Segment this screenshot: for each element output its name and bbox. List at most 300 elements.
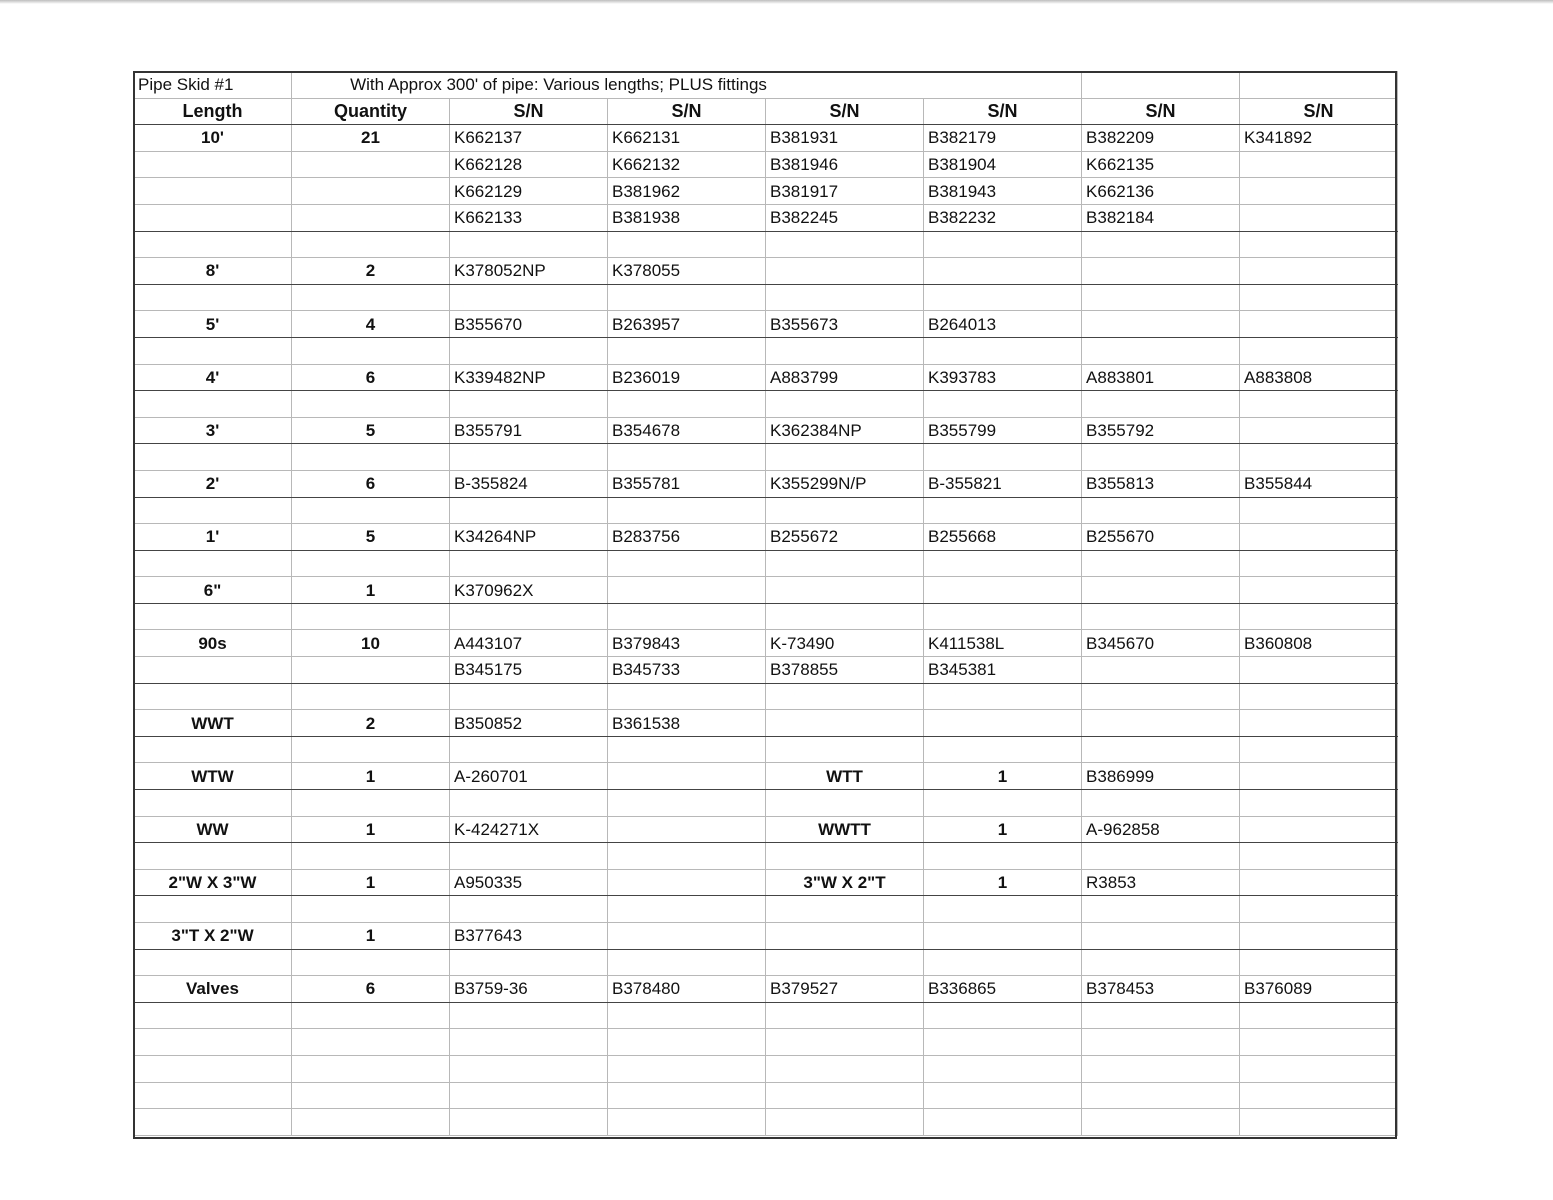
serial-number-cell	[766, 577, 924, 604]
serial-number-cell: B255672	[766, 524, 924, 551]
length-cell	[134, 151, 292, 178]
serial-number-cell	[450, 949, 608, 976]
table-row	[134, 178, 1398, 205]
length-cell	[134, 949, 292, 976]
serial-number-cell	[450, 337, 608, 364]
serial-number-cell	[450, 497, 608, 524]
length-cell: 3"T X 2"W	[134, 923, 292, 950]
serial-number-cell: K370962X	[450, 577, 608, 604]
quantity-cell: 1	[292, 763, 450, 790]
serial-number-cell	[608, 391, 766, 418]
serial-number-cell: B236019	[608, 364, 766, 391]
serial-number-cell: B354678	[608, 417, 766, 444]
table-row	[134, 497, 1398, 524]
quantity-cell: 1	[292, 577, 450, 604]
serial-number-cell	[450, 603, 608, 630]
quantity-cell	[292, 1029, 450, 1056]
length-cell: 2'	[134, 470, 292, 497]
serial-number-cell: K378055	[608, 258, 766, 285]
serial-number-cell	[1082, 284, 1240, 311]
quantity-cell	[292, 1002, 450, 1029]
serial-number-cell: B376089	[1240, 976, 1398, 1003]
serial-number-cell	[924, 603, 1082, 630]
quantity-cell: 5	[292, 524, 450, 551]
table-row	[134, 1029, 1398, 1056]
quantity-cell	[292, 949, 450, 976]
title-blank-cell	[1240, 72, 1398, 99]
serial-number-cell	[1082, 1029, 1240, 1056]
serial-number-cell	[1082, 657, 1240, 684]
length-cell	[134, 683, 292, 710]
serial-number-cell	[1240, 258, 1398, 285]
serial-number-cell	[1240, 1029, 1398, 1056]
table-row	[134, 1082, 1398, 1109]
quantity-cell: 1	[292, 869, 450, 896]
fitting-label-cell: WTT	[766, 763, 924, 790]
table-row	[134, 1109, 1398, 1136]
serial-number-cell	[608, 683, 766, 710]
table-row	[134, 258, 1398, 285]
length-cell	[134, 337, 292, 364]
quantity-cell	[292, 391, 450, 418]
length-cell	[134, 444, 292, 471]
quantity-cell: 5	[292, 417, 450, 444]
skid-title: Pipe Skid #1	[134, 72, 292, 99]
serial-number-cell	[1082, 1055, 1240, 1082]
serial-number-cell	[1082, 577, 1240, 604]
serial-number-cell	[766, 603, 924, 630]
table-row	[134, 949, 1398, 976]
serial-number-cell: A883808	[1240, 364, 1398, 391]
length-cell	[134, 1029, 292, 1056]
table-row	[134, 843, 1398, 870]
serial-number-cell	[766, 790, 924, 817]
table-row	[134, 550, 1398, 577]
table-row	[134, 816, 1398, 843]
serial-number-cell	[1240, 550, 1398, 577]
serial-number-cell	[1240, 417, 1398, 444]
serial-number-cell	[1240, 204, 1398, 231]
serial-number-cell	[1240, 869, 1398, 896]
quantity-cell	[292, 736, 450, 763]
serial-number-cell: K-73490	[766, 630, 924, 657]
serial-number-cell	[1082, 550, 1240, 577]
serial-number-cell	[1082, 231, 1240, 258]
length-cell	[134, 497, 292, 524]
length-cell: WW	[134, 816, 292, 843]
header-row	[134, 98, 1398, 125]
serial-number-cell: B355813	[1082, 470, 1240, 497]
fitting-label-cell: 3"W X 2"T	[766, 869, 924, 896]
quantity-cell	[292, 231, 450, 258]
serial-number-cell: K662135	[1082, 151, 1240, 178]
serial-number-cell: A-962858	[1082, 816, 1240, 843]
serial-number-cell: B382232	[924, 204, 1082, 231]
serial-number-cell	[1240, 151, 1398, 178]
serial-number-cell	[1240, 790, 1398, 817]
header-sn: S/N	[924, 98, 1082, 125]
serial-number-cell	[766, 949, 924, 976]
length-cell	[134, 790, 292, 817]
length-cell	[134, 1082, 292, 1109]
serial-number-cell	[924, 577, 1082, 604]
serial-number-cell: B336865	[924, 976, 1082, 1003]
table-row	[134, 577, 1398, 604]
serial-number-cell	[1240, 178, 1398, 205]
table-row	[134, 1002, 1398, 1029]
length-cell: 1'	[134, 524, 292, 551]
serial-number-cell	[766, 1029, 924, 1056]
serial-number-cell	[1082, 258, 1240, 285]
serial-number-cell	[1240, 337, 1398, 364]
serial-number-cell: K662136	[1082, 178, 1240, 205]
serial-number-cell	[1082, 497, 1240, 524]
serial-number-cell	[766, 284, 924, 311]
serial-number-cell: B355670	[450, 311, 608, 338]
quantity-cell: 6	[292, 364, 450, 391]
serial-number-cell: B379843	[608, 630, 766, 657]
quantity-cell: 2	[292, 258, 450, 285]
length-cell: 6"	[134, 577, 292, 604]
quantity-cell	[292, 337, 450, 364]
serial-number-cell	[1082, 710, 1240, 737]
serial-number-cell	[1082, 1082, 1240, 1109]
length-cell: Valves	[134, 976, 292, 1003]
quantity-cell	[292, 683, 450, 710]
length-cell	[134, 391, 292, 418]
serial-number-cell: K662131	[608, 125, 766, 152]
serial-number-cell: B264013	[924, 311, 1082, 338]
title-row	[134, 72, 1398, 99]
serial-number-cell	[450, 550, 608, 577]
table-row	[134, 391, 1398, 418]
serial-number-cell	[766, 1082, 924, 1109]
skid-description: With Approx 300' of pipe: Various lengths; PLUS fittings	[292, 72, 1082, 99]
serial-number-cell	[766, 1109, 924, 1136]
serial-number-cell: B283756	[608, 524, 766, 551]
serial-number-cell: B381931	[766, 125, 924, 152]
serial-number-cell	[608, 1002, 766, 1029]
quantity-cell: 6	[292, 470, 450, 497]
header-sn: S/N	[1240, 98, 1398, 125]
serial-number-cell: B350852	[450, 710, 608, 737]
serial-number-cell	[608, 1029, 766, 1056]
table-row	[134, 311, 1398, 338]
table-row	[134, 125, 1398, 152]
serial-number-cell	[608, 949, 766, 976]
table-row	[134, 1055, 1398, 1082]
serial-number-cell	[924, 710, 1082, 737]
serial-number-cell	[1082, 603, 1240, 630]
serial-number-cell	[766, 710, 924, 737]
serial-number-cell	[450, 843, 608, 870]
table-row	[134, 151, 1398, 178]
quantity-cell	[292, 151, 450, 178]
table-row	[134, 869, 1398, 896]
serial-number-cell	[608, 843, 766, 870]
title-blank-cell	[1082, 72, 1240, 99]
serial-number-cell	[1082, 683, 1240, 710]
length-cell	[134, 1002, 292, 1029]
serial-number-cell	[1082, 843, 1240, 870]
serial-number-cell	[608, 1055, 766, 1082]
serial-number-cell: B355791	[450, 417, 608, 444]
quantity-cell	[292, 896, 450, 923]
length-cell	[134, 178, 292, 205]
serial-number-cell: B-355824	[450, 470, 608, 497]
header-sn: S/N	[608, 98, 766, 125]
quantity-cell	[292, 843, 450, 870]
quantity-cell: 1	[924, 763, 1082, 790]
serial-number-cell	[766, 923, 924, 950]
serial-number-cell	[924, 1109, 1082, 1136]
serial-number-cell: B361538	[608, 710, 766, 737]
serial-number-cell	[1082, 1109, 1240, 1136]
serial-number-cell	[450, 790, 608, 817]
serial-number-cell	[1240, 1082, 1398, 1109]
serial-number-cell	[924, 736, 1082, 763]
serial-number-cell	[450, 683, 608, 710]
quantity-cell: 21	[292, 125, 450, 152]
serial-number-cell	[1082, 896, 1240, 923]
serial-number-cell	[924, 790, 1082, 817]
serial-number-cell: A443107	[450, 630, 608, 657]
length-cell	[134, 1055, 292, 1082]
quantity-cell	[292, 550, 450, 577]
serial-number-cell	[766, 497, 924, 524]
table-row	[134, 976, 1398, 1003]
serial-number-cell	[1240, 816, 1398, 843]
table-row	[134, 630, 1398, 657]
serial-number-cell	[766, 843, 924, 870]
length-cell: 2"W X 3"W	[134, 869, 292, 896]
quantity-cell	[292, 284, 450, 311]
serial-number-cell: B355673	[766, 311, 924, 338]
serial-number-cell	[450, 1082, 608, 1109]
quantity-cell	[292, 178, 450, 205]
serial-number-cell	[608, 284, 766, 311]
length-cell	[134, 843, 292, 870]
serial-number-cell: B382179	[924, 125, 1082, 152]
length-cell	[134, 284, 292, 311]
serial-number-cell	[608, 896, 766, 923]
table-row	[134, 763, 1398, 790]
serial-number-cell	[924, 923, 1082, 950]
table-row	[134, 790, 1398, 817]
serial-number-cell	[608, 231, 766, 258]
length-cell: 8'	[134, 258, 292, 285]
serial-number-cell	[608, 497, 766, 524]
serial-number-cell	[1082, 444, 1240, 471]
pipe-skid-table	[133, 71, 1398, 1136]
quantity-cell	[292, 204, 450, 231]
serial-number-cell	[766, 391, 924, 418]
serial-number-cell	[766, 337, 924, 364]
serial-number-cell	[1240, 231, 1398, 258]
serial-number-cell: B345670	[1082, 630, 1240, 657]
serial-number-cell	[1082, 311, 1240, 338]
serial-number-cell: K662129	[450, 178, 608, 205]
length-cell	[134, 550, 292, 577]
length-cell: 10'	[134, 125, 292, 152]
serial-number-cell	[1240, 391, 1398, 418]
serial-number-cell: K411538L	[924, 630, 1082, 657]
serial-number-cell: B381917	[766, 178, 924, 205]
quantity-cell: 1	[924, 816, 1082, 843]
serial-number-cell	[924, 231, 1082, 258]
serial-number-cell	[450, 284, 608, 311]
serial-number-cell	[1240, 949, 1398, 976]
serial-number-cell	[450, 1055, 608, 1082]
table-row	[134, 683, 1398, 710]
serial-number-cell: K393783	[924, 364, 1082, 391]
table-row	[134, 657, 1398, 684]
serial-number-cell	[1240, 710, 1398, 737]
serial-number-cell	[924, 843, 1082, 870]
table-row	[134, 923, 1398, 950]
serial-number-cell: B381938	[608, 204, 766, 231]
serial-number-cell: K341892	[1240, 125, 1398, 152]
serial-number-cell: B381946	[766, 151, 924, 178]
serial-number-cell	[924, 1002, 1082, 1029]
serial-number-cell: R3853	[1082, 869, 1240, 896]
serial-number-cell	[450, 444, 608, 471]
serial-number-cell: B345175	[450, 657, 608, 684]
length-cell	[134, 1109, 292, 1136]
serial-number-cell: B355781	[608, 470, 766, 497]
length-cell: 90s	[134, 630, 292, 657]
serial-number-cell	[1240, 923, 1398, 950]
length-cell	[134, 896, 292, 923]
length-cell	[134, 657, 292, 684]
quantity-cell	[292, 790, 450, 817]
serial-number-cell: B355844	[1240, 470, 1398, 497]
serial-number-cell	[1240, 497, 1398, 524]
serial-number-cell: B-355821	[924, 470, 1082, 497]
serial-number-cell: K34264NP	[450, 524, 608, 551]
serial-number-cell: B382245	[766, 204, 924, 231]
quantity-cell	[292, 1055, 450, 1082]
serial-number-cell: K662132	[608, 151, 766, 178]
serial-number-cell	[1240, 524, 1398, 551]
serial-number-cell	[766, 736, 924, 763]
serial-number-cell	[608, 550, 766, 577]
quantity-cell	[292, 1082, 450, 1109]
serial-number-cell	[450, 231, 608, 258]
serial-number-cell	[924, 497, 1082, 524]
serial-number-cell	[1082, 923, 1240, 950]
serial-number-cell	[1082, 949, 1240, 976]
serial-number-cell: B381943	[924, 178, 1082, 205]
serial-number-cell: K378052NP	[450, 258, 608, 285]
serial-number-cell	[450, 1109, 608, 1136]
length-cell	[134, 603, 292, 630]
serial-number-cell: B255668	[924, 524, 1082, 551]
table-row	[134, 444, 1398, 471]
serial-number-cell	[608, 577, 766, 604]
serial-number-cell	[608, 337, 766, 364]
serial-number-cell	[924, 949, 1082, 976]
serial-number-cell	[1082, 1002, 1240, 1029]
serial-number-cell	[766, 683, 924, 710]
quantity-cell	[292, 657, 450, 684]
serial-number-cell: B345733	[608, 657, 766, 684]
serial-number-cell: B263957	[608, 311, 766, 338]
serial-number-cell	[1240, 763, 1398, 790]
serial-number-cell	[608, 816, 766, 843]
serial-number-cell: K662128	[450, 151, 608, 178]
table-row	[134, 284, 1398, 311]
serial-number-cell	[1240, 577, 1398, 604]
serial-number-cell: B377643	[450, 923, 608, 950]
quantity-cell	[292, 1109, 450, 1136]
serial-number-cell: B382184	[1082, 204, 1240, 231]
quantity-cell: 1	[292, 923, 450, 950]
serial-number-cell: B382209	[1082, 125, 1240, 152]
serial-number-cell	[924, 1082, 1082, 1109]
table-row	[134, 364, 1398, 391]
serial-number-cell	[450, 391, 608, 418]
serial-number-cell	[450, 1029, 608, 1056]
serial-number-cell	[608, 790, 766, 817]
serial-number-cell	[924, 444, 1082, 471]
table-row	[134, 710, 1398, 737]
serial-number-cell	[1082, 391, 1240, 418]
serial-number-cell	[924, 1029, 1082, 1056]
table-row	[134, 470, 1398, 497]
serial-number-cell	[766, 1002, 924, 1029]
serial-number-cell	[1240, 284, 1398, 311]
serial-number-cell	[924, 391, 1082, 418]
serial-number-cell	[1240, 843, 1398, 870]
length-cell	[134, 736, 292, 763]
serial-number-cell: B378453	[1082, 976, 1240, 1003]
serial-number-cell	[608, 763, 766, 790]
serial-number-cell: B381904	[924, 151, 1082, 178]
serial-number-cell	[608, 736, 766, 763]
header-sn: S/N	[1082, 98, 1240, 125]
quantity-cell	[292, 444, 450, 471]
header-length: Length	[134, 98, 292, 125]
serial-number-cell: K362384NP	[766, 417, 924, 444]
serial-number-cell: B355799	[924, 417, 1082, 444]
serial-number-cell	[1240, 444, 1398, 471]
length-cell	[134, 204, 292, 231]
serial-number-cell: A-260701	[450, 763, 608, 790]
serial-number-cell	[924, 550, 1082, 577]
serial-number-cell: B360808	[1240, 630, 1398, 657]
serial-number-cell	[924, 284, 1082, 311]
table-row	[134, 603, 1398, 630]
header-sn: S/N	[766, 98, 924, 125]
serial-number-cell: K-424271X	[450, 816, 608, 843]
quantity-cell: 6	[292, 976, 450, 1003]
length-cell	[134, 231, 292, 258]
serial-number-cell: K355299N/P	[766, 470, 924, 497]
length-cell: WTW	[134, 763, 292, 790]
serial-number-cell	[1240, 603, 1398, 630]
serial-number-cell: K339482NP	[450, 364, 608, 391]
serial-number-cell	[924, 1055, 1082, 1082]
serial-number-cell	[924, 337, 1082, 364]
serial-number-cell	[766, 896, 924, 923]
table-row	[134, 736, 1398, 763]
quantity-cell: 1	[292, 816, 450, 843]
length-cell: 5'	[134, 311, 292, 338]
serial-number-cell: B378855	[766, 657, 924, 684]
serial-number-cell: A950335	[450, 869, 608, 896]
serial-number-cell: B386999	[1082, 763, 1240, 790]
